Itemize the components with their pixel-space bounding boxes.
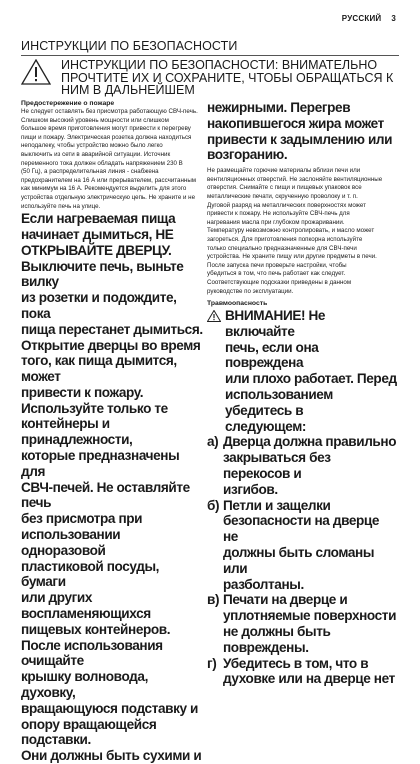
check-item-d: г) Убедитесь в том, что в духовке или на дверце нет [207, 655, 395, 687]
left-column [21, 100, 205, 764]
grease-warning: нежирными. Перегрев накопившегося жира может привести к задымлению или возгоранию. [207, 100, 393, 163]
warning-triangle-icon [21, 59, 51, 85]
title-divider [21, 55, 399, 56]
fire-warning-heading: Предостережение о пожаре [21, 100, 115, 107]
warning-triangle-icon [207, 310, 221, 322]
check-item-c: в) Печати на дверце и уплотняемые поверхности не должны быть повреждены. [207, 592, 397, 655]
right-column [207, 100, 397, 687]
fire-warning-text: Не следует оставлять без присмотра работающую СВЧ-печь. Слишком высокий уровень мощности или слишком большое время приготовления могут привести к перегреву пищи и пожару. Электрическая розетка должна находиться неподалеку, чтобы устройство можно было легко выключить из сети в аварийной ситуации. Источник переменного тока должен обладать напряжением 230 В (50 Гц), а распределительная линия - снабжена предохранителем на 16 А или прерывателем, рассчитанным как минимум на 16 А. Рекомендуется выделить для этого устройства отдельную электрическую цепь. Не храните и не используйте печь на улице. [21, 108, 198, 210]
placement-text: Не размещайте горючие материалы вблизи печи или вентиляционных отверстий. Не заслоняйте вентиляционные отверстия. Снимайте с пищи и пищевых упаковок все металлические печати, скрученную проволоку и т. п. Дуговой разряд на металлических поверхностях может привести к пожару. Не используйте СВЧ-печь для нагревания масла при глубоком прожаривании. Температуру невозможно контролировать, и масло может загореться. Для приготовления попкорна используйте только специально предназначенные для СВЧ-печи устройства. Не храните пищу или другие предметы в печи. После запуска печи проверьте настройки, чтобы убедиться в том, что печь работает как следует. Соответствующие подсказки приведены в данном руководстве по эксплуатации. [207, 167, 383, 295]
page-header [342, 14, 396, 23]
section-title: ИНСТРУКЦИИ ПО БЕЗОПАСНОСТИ [21, 39, 238, 53]
attention-text: ВНИМАНИЕ! Не включайте печь, если она повреждена или плохо работает. Перед использованием убедитесь в следующем: [225, 308, 397, 434]
check-item-b: б) Петли и защелки безопасности на дверце не должны быть сломаны или разболтаны. [207, 497, 380, 592]
page-number: 3 [391, 14, 396, 23]
fire-warning-emphasis: Если нагреваемая пища начинает дымиться, НЕ ОТКРЫВАЙТЕ ДВЕРЦУ. Выключите печь, выньте вилку из розетки и подождите, пока пища перестанет дымиться. Открытие дверцы во время того, как пища дымится, может привести к пожару. Используйте только те контейнеры и принадлежности, которые предназначены для СВЧ-печей. Не оставляйте печь без присмотра при использовании одноразовой пластиковой посуды, бумаги или других воспламеняющихся пищевых контейнеров. После использования очищайте крышку волновода, духовку, вращающуюся подставку и опору вращающейся подставки. Они должны быть сухими и [21, 211, 203, 764]
warning-text: ИНСТРУКЦИИ ПО БЕЗОПАСНОСТИ: ВНИМАТЕЛЬНО ПРОЧТИТЕ ИХ И СОХРАНИТЕ, ЧТОБЫ ОБРАЩАТЬСЯ К НИМ В ДАЛЬНЕЙШЕМ [61, 58, 394, 98]
language-label: РУССКИЙ [341, 14, 382, 23]
injury-attention [207, 308, 397, 434]
safety-warning [21, 58, 399, 98]
check-item-a: а) Дверца должна правильно закрываться без перекосов и изгибов. [207, 434, 397, 497]
injury-heading: Травмоопасность [207, 300, 268, 308]
